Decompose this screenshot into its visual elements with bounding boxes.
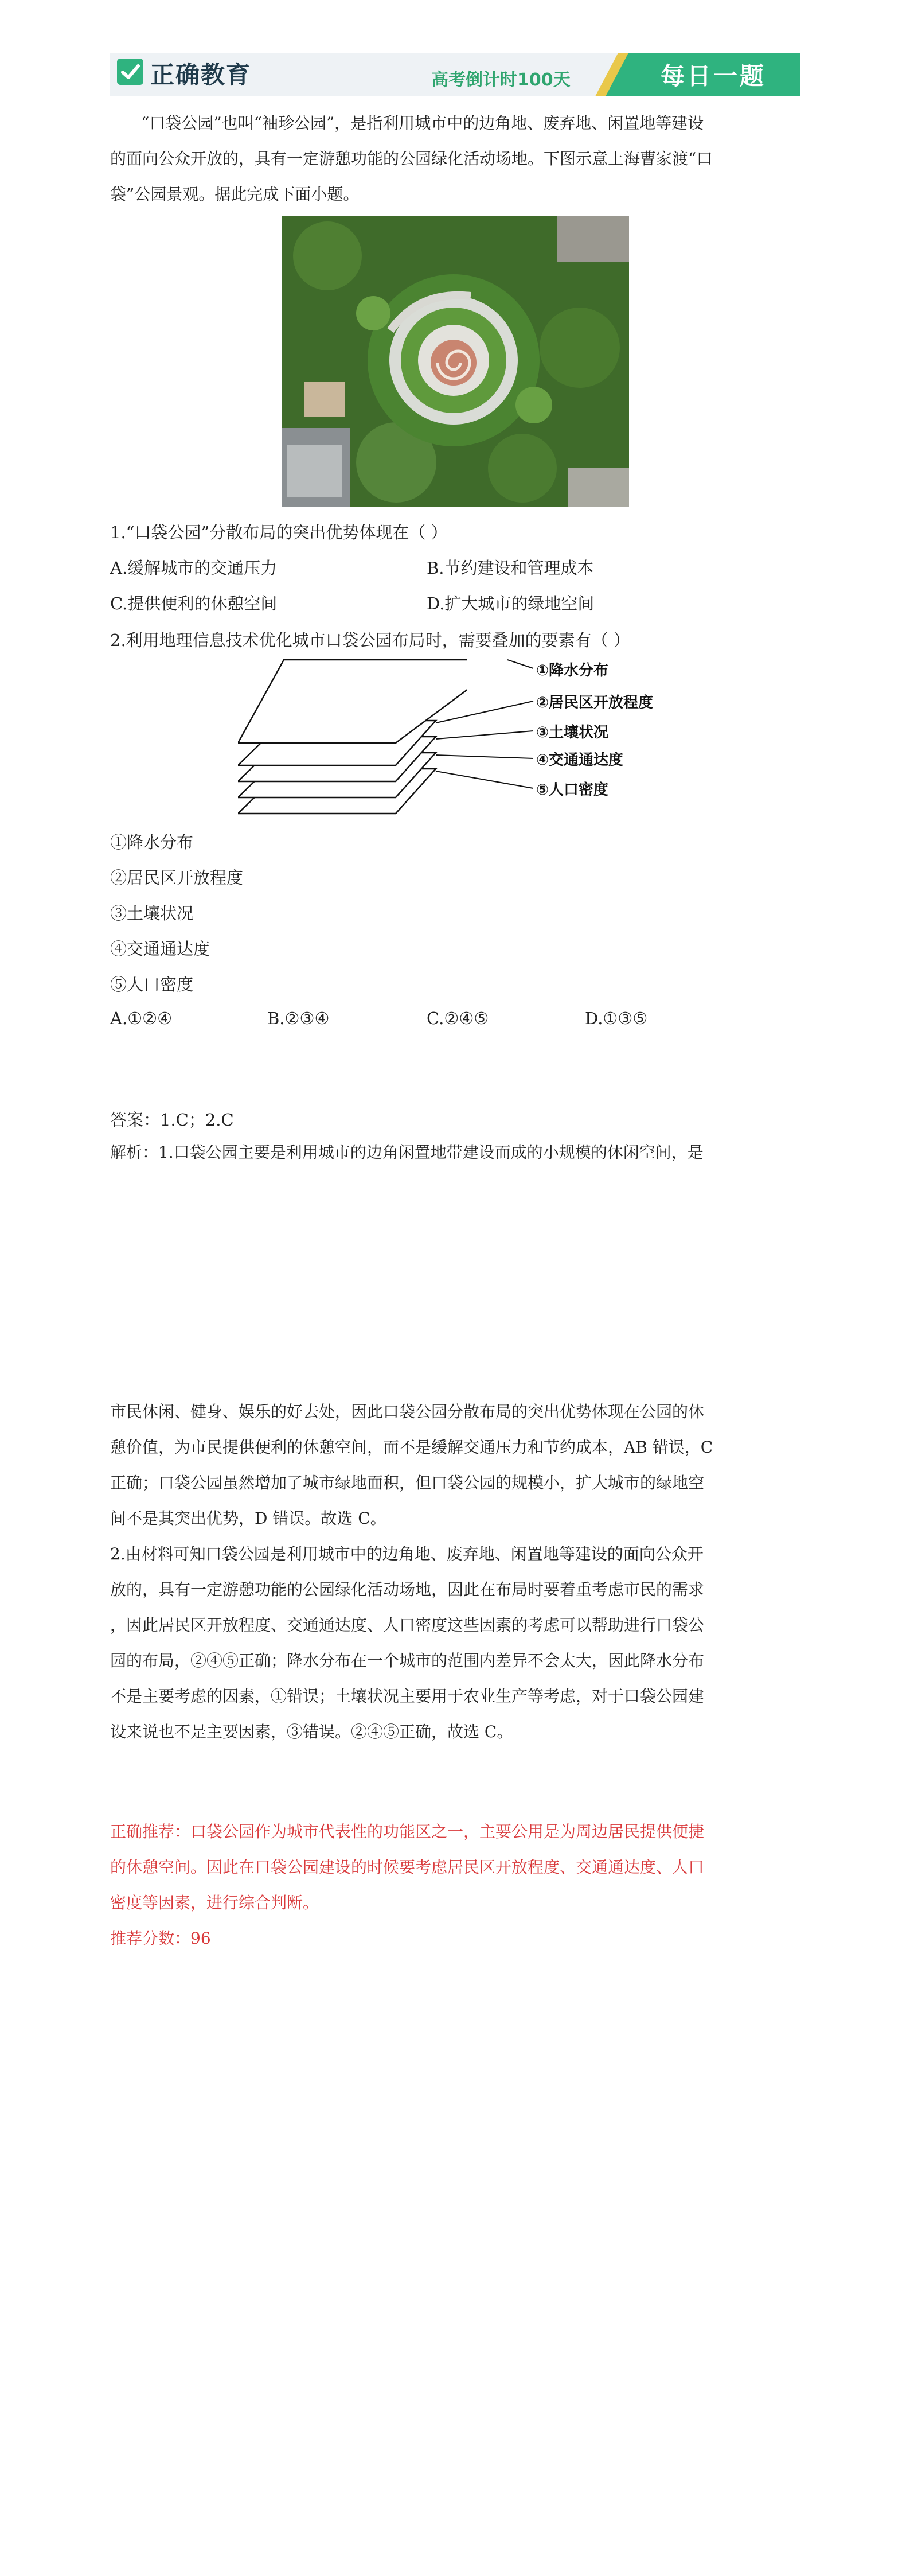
recommend-line-1: 正确推荐：口袋公园作为城市代表性的功能区之一，主要公用是为周边居民提供便捷 xyxy=(110,1822,705,1841)
park-aerial-photo xyxy=(282,216,629,507)
analysis-line-4: 正确；口袋公园虽然增加了城市绿地面积，但口袋公园的规模小，扩大城市的绿地空 xyxy=(110,1473,705,1492)
analysis-line-10: 不是主要考虑的因素，①错误；土壤状况主要用于农业生产等考虑，对于口袋公园建 xyxy=(110,1687,705,1706)
q2-item-4: ④交通通达度 xyxy=(110,939,210,959)
q1-option-c: C.提供便利的休憩空间 xyxy=(110,594,278,613)
question-2-stem: 2.利用地理信息技术优化城市口袋公园布局时，需要叠加的要素有（ ） xyxy=(110,631,630,650)
layer-label-1: ①降水分布 xyxy=(536,662,609,679)
analysis-line-2: 市民休闲、健身、娱乐的好去处，因此口袋公园分散布局的突出优势体现在公园的休 xyxy=(110,1402,705,1421)
intro-line-3: 袋”公园景观。据此完成下面小题。 xyxy=(110,185,360,204)
daily-question-tag: 每日一题 xyxy=(661,62,767,90)
analysis-line-3: 憩价值，为市民提供便利的休憩空间，而不是缓解交通压力和节约成本，AB 错误，C xyxy=(110,1438,713,1457)
recommend-score: 推荐分数：96 xyxy=(110,1929,211,1948)
intro-line-1: “口袋公园”也叫“袖珍公园”，是指利用城市中的边角地、废弃地、闲置地等建设 xyxy=(141,114,704,133)
q1-option-d: D.扩大城市的绿地空间 xyxy=(427,594,595,613)
analysis-line-9: 园的布局，②④⑤正确；降水分布在一个城市的范围内差异不会太大，因此降水分布 xyxy=(110,1651,705,1670)
recommend-line-2: 的休憩空间。因此在口袋公园建设的时候要考虑居民区开放程度、交通通达度、人口 xyxy=(110,1858,705,1877)
layer-label-5: ⑤人口密度 xyxy=(536,781,609,799)
answer-line: 答案：1.C；2.C xyxy=(110,1110,234,1130)
q1-option-b: B.节约建设和管理成本 xyxy=(427,558,594,578)
analysis-line-5: 间不是其突出优势，D 错误。故选 C。 xyxy=(110,1509,386,1528)
q2-option-a: A.①②④ xyxy=(110,1009,173,1028)
header-banner xyxy=(110,53,800,96)
layer-label-3: ③土壤状况 xyxy=(536,724,609,741)
analysis-line-6: 2.由材料可知口袋公园是利用城市中的边角地、废弃地、闲置地等建设的面向公众开 xyxy=(110,1544,704,1563)
q1-option-a: A.缓解城市的交通压力 xyxy=(110,558,278,578)
q2-option-d: D.①③⑤ xyxy=(585,1009,648,1028)
check-icon xyxy=(117,59,143,85)
countdown-text: 高考倒计时100天 xyxy=(431,70,571,90)
analysis-line-11: 设来说也不是主要因素，③错误。②④⑤正确，故选 C。 xyxy=(110,1722,513,1741)
layer-label-2: ②居民区开放程度 xyxy=(536,694,654,711)
recommend-line-3: 密度等因素，进行综合判断。 xyxy=(110,1893,319,1912)
analysis-line-7: 放的，具有一定游憩功能的公园绿化活动场地，因此在布局时要着重考虑市民的需求 xyxy=(110,1580,705,1599)
q2-item-3: ③土壤状况 xyxy=(110,904,194,923)
brand-name: 正确教育 xyxy=(150,61,252,89)
layer-label-4: ④交通通达度 xyxy=(536,752,624,769)
q2-item-2: ②居民区开放程度 xyxy=(110,868,244,888)
analysis-line-8: ，因此居民区开放程度、交通通达度、人口密度这些因素的考虑可以帮助进行口袋公 xyxy=(110,1616,705,1635)
q2-item-5: ⑤人口密度 xyxy=(110,975,194,994)
question-1-stem: 1.“口袋公园”分散布局的突出优势体现在（ ） xyxy=(110,523,448,542)
layer-leader-lines xyxy=(396,654,539,820)
intro-line-2: 的面向公众开放的，具有一定游憩功能的公园绿化活动场地。下图示意上海曹家渡“口 xyxy=(110,149,713,168)
q2-option-b: B.②③④ xyxy=(267,1009,330,1028)
analysis-line-1: 解析：1.口袋公园主要是利用城市的边角闲置地带建设而成的小规模的休闲空间，是 xyxy=(110,1143,704,1162)
q2-option-c: C.②④⑤ xyxy=(427,1009,489,1028)
q2-item-1: ①降水分布 xyxy=(110,832,194,852)
